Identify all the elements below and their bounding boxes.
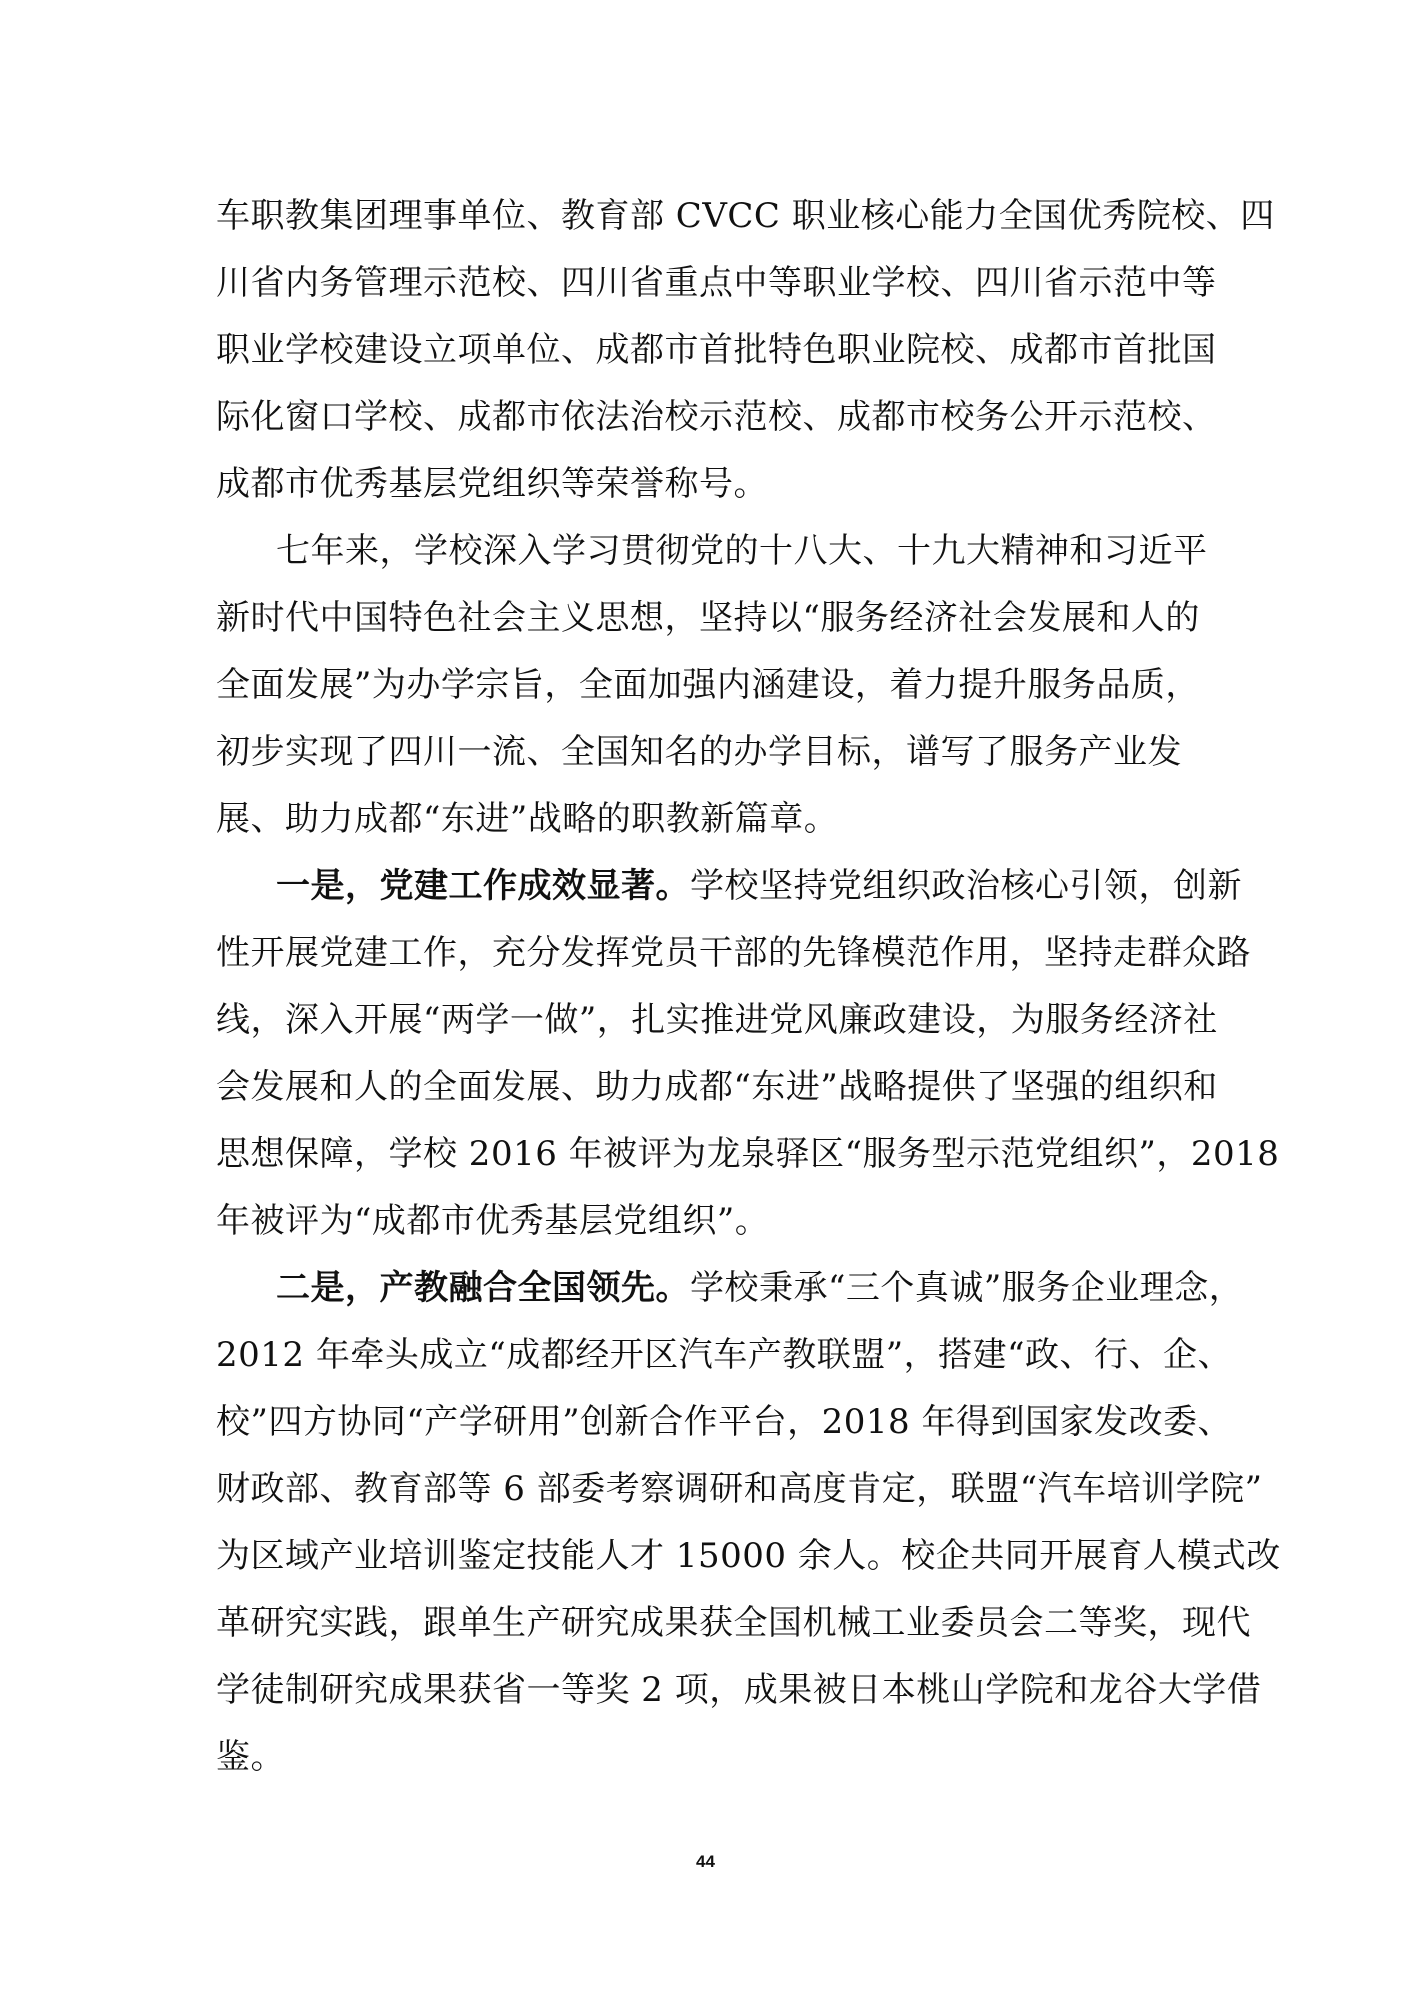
text-line: 新时代中国特色社会主义思想，坚持以“服务经济社会发展和人的	[216, 598, 1200, 638]
text-line: 思想保障，学校 2016 年被评为龙泉驿区“服务型示范党组织”，2018	[216, 1134, 1280, 1174]
text-line: 际化窗口学校、成都市依法治校示范校、成都市校务公开示范校、	[216, 397, 1217, 437]
text-line	[276, 1268, 1243, 1308]
text-line	[276, 866, 1242, 906]
text-line: 会发展和人的全面发展、助力成都“东进”战略提供了坚强的组织和	[216, 1067, 1218, 1107]
text-span: 学校秉承“三个真诚”服务企业理念，	[690, 1268, 1244, 1308]
text-line: 线，深入开展“两学一做”，扎实推进党风廉政建设，为服务经济社	[216, 1000, 1218, 1040]
text-line: 鉴。	[216, 1737, 285, 1777]
text-line: 川省内务管理示范校、四川省重点中等职业学校、四川省示范中等	[216, 263, 1217, 303]
text-line: 展、助力成都“东进”战略的职教新篇章。	[216, 799, 839, 839]
text-line: 年被评为“成都市优秀基层党组织”。	[216, 1201, 770, 1241]
text-line: 初步实现了四川一流、全国知名的办学目标，谱写了服务产业发	[216, 732, 1182, 772]
section-heading: 一是，党建工作成效显著。	[276, 866, 690, 906]
text-line: 职业学校建设立项单位、成都市首批特色职业院校、成都市首批国	[216, 330, 1217, 370]
text-line: 成都市优秀基层党组织等荣誉称号。	[216, 464, 768, 504]
text-line: 七年来，学校深入学习贯彻党的十八大、十九大精神和习近平	[276, 531, 1208, 571]
page-number: 44	[696, 1852, 715, 1871]
text-line: 2012 年牵头成立“成都经开区汽车产教联盟”，搭建“政、行、企、	[216, 1335, 1232, 1375]
text-line: 车职教集团理事单位、教育部 CVCC 职业核心能力全国优秀院校、四	[216, 196, 1275, 236]
text-span: 学校坚持党组织政治核心引领，创新	[690, 866, 1242, 906]
text-line: 学徒制研究成果获省一等奖 2 项，成果被日本桃山学院和龙谷大学借	[216, 1670, 1262, 1710]
text-line: 性开展党建工作，充分发挥党员干部的先锋模范作用，坚持走群众路	[216, 933, 1251, 973]
section-heading: 二是，产教融合全国领先。	[276, 1268, 690, 1308]
text-line: 校”四方协同“产学研用”创新合作平台，2018 年得到国家发改委、	[216, 1402, 1232, 1442]
text-line: 财政部、教育部等 6 部委考察调研和高度肯定，联盟“汽车培训学院”	[216, 1469, 1263, 1509]
text-line: 全面发展”为办学宗旨，全面加强内涵建设，着力提升服务品质，	[216, 665, 1200, 705]
text-line: 革研究实践，跟单生产研究成果获全国机械工业委员会二等奖，现代	[216, 1603, 1251, 1643]
text-line: 为区域产业培训鉴定技能人才 15000 余人。校企共同开展育人模式改	[216, 1536, 1281, 1576]
